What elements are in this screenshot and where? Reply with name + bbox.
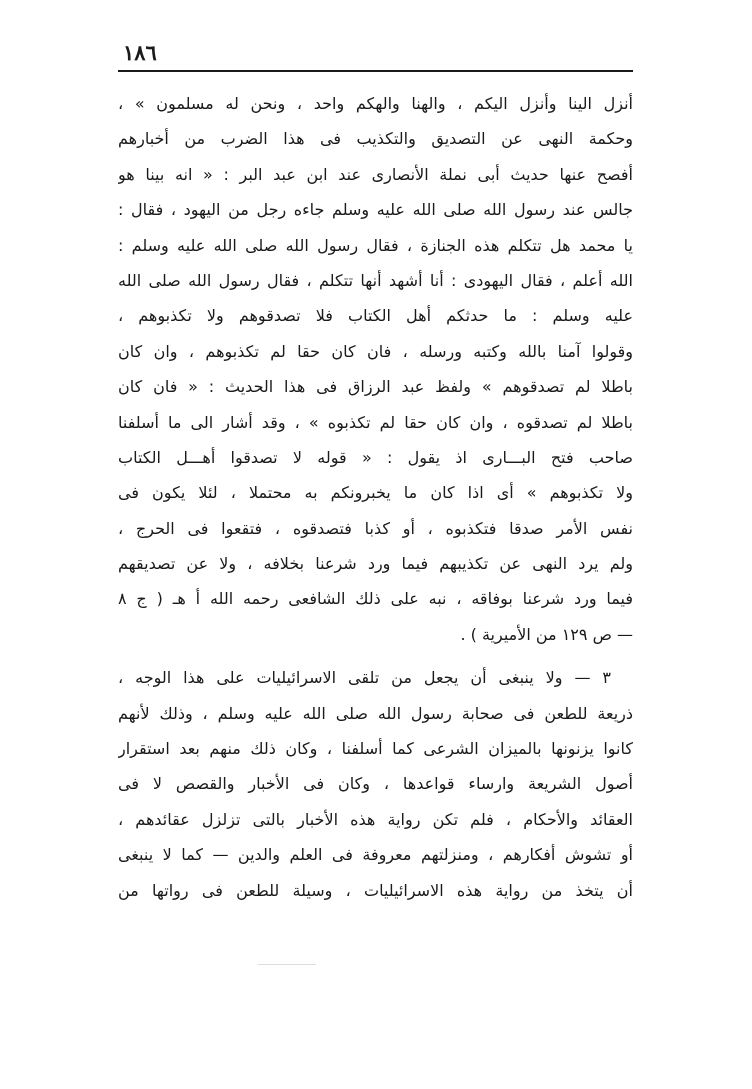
text-line: فيما ورد شرعنا بوفاقه ، نبه على ذلك الشافعى رحمه الله أ هـ ( ج ٨	[118, 589, 633, 609]
text-line: أن يتخذ من رواية هذه الاسرائيليات ، وسيلة للطعن فى رواتها من	[118, 880, 633, 900]
text-line: أو تشوش أفكارهم ، ومنزلتهم معروفة فى العلم والدين — كما لا ينبغى	[118, 845, 633, 865]
text-line: يا محمد هل تتكلم هذه الجنازة ، فقال رسول الله صلى الله عليه وسلم :	[118, 235, 633, 255]
header-rule	[118, 70, 633, 72]
text-line: عليه وسلم : ما حدثكم أهل الكتاب فلا تصدقوهم ولا تكذبوهم ،	[118, 306, 633, 326]
text-line: كانوا يزنونها بالميزان الشرعى كما أسلفنا ، وكان ذلك منهم بعد استقرار	[118, 739, 633, 759]
text-line: نفس الأمر صدقا فتكذبوه ، أو كذبا فتصدقوه ، فتقعوا فى الحرج ،	[118, 518, 633, 538]
text-line: ٣ — ولا ينبغى أن يجعل من تلقى الاسرائيليات على هذا الوجه ،	[118, 668, 611, 688]
scan-artifact-line	[258, 964, 316, 965]
page-number: ١٨٦	[123, 40, 157, 65]
text-line: وحكمة النهى عن التصديق والتكذيب فى هذا الضرب من أخبارهم	[118, 129, 633, 149]
body-text	[118, 86, 633, 908]
text-line: — ص ١٢٩ من الأميرية ) .	[460, 624, 633, 644]
paragraph-gap	[118, 652, 633, 660]
text-line: جالس عند رسول الله صلى الله عليه وسلم جاءه رجل من اليهود ، فقال :	[118, 200, 633, 220]
text-line: ولم يرد النهى عن تكذيبهم فيما ورد شرعنا بخلافه ، ولا عن تصديقهم	[118, 554, 633, 574]
text-line: الله أعلم ، فقال اليهودى : أنا أشهد أنها تتكلم ، فقال رسول الله صلى الله	[118, 270, 633, 290]
text-line: صاحب فتح البـــارى اذ يقول : « قوله لا تصدقوا أهـــل الكتاب	[118, 447, 633, 467]
text-line: باطلا لم تصدقوهم » ولفظ عبد الرزاق فى هذا الحديث : « فان كان	[118, 377, 633, 397]
text-line: أصول الشريعة وارساء قواعدها ، وكان فى الأخبار والقصص لا فى	[118, 774, 633, 794]
text-line: ذريعة للطعن فى صحابة رسول الله صلى الله عليه وسلم ، وذلك لأنهم	[118, 703, 633, 723]
paragraph-2	[118, 660, 633, 908]
paragraph-1	[118, 86, 633, 652]
text-line: باطلا لم تصدقوه ، وان كان حقا لم تكذبوه » ، وقد أشار الى ما أسلفنا	[118, 412, 633, 432]
text-line: وقولوا آمنا بالله وكتبه ورسله ، فان كان حقا لم تكذبوهم ، وان كان	[118, 341, 633, 361]
text-line: أفصح عنها حديث أبى نملة الأنصارى عند ابن عبد البر : « انه بينا هو	[118, 164, 633, 184]
text-line: العقائد والأحكام ، فلم تكن رواية هذه الأخبار بالتى تزلزل عقائدهم ،	[118, 809, 633, 829]
text-line: ولا تكذبوهم » أى اذا كان ما يخبرونكم به محتملا ، لئلا يكون فى	[118, 483, 633, 503]
text-line: أنزل الينا وأنزل اليكم ، والهنا والهكم واحد ، ونحن له مسلمون » ،	[118, 94, 633, 113]
